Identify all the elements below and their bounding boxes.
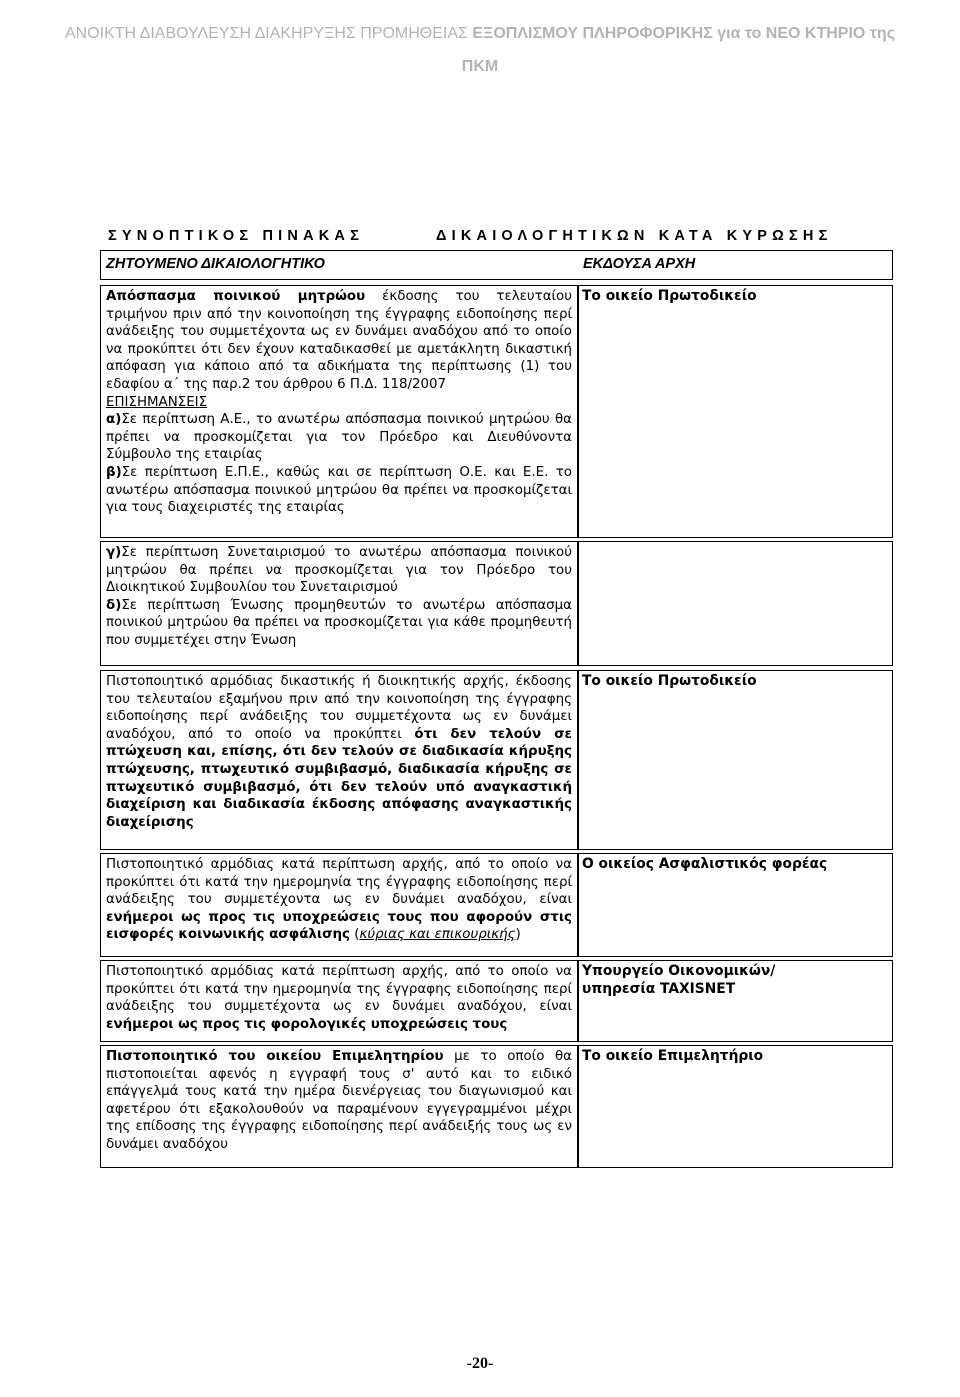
notes-heading: ΕΠΙΣΗΜΑΝΣΕΙΣ xyxy=(106,394,208,410)
tax-cell xyxy=(100,960,578,1042)
note-d-label: δ) xyxy=(106,597,122,613)
social-security-bold-text: ενήμεροι ως προς τις υποχρεώσεις τους που αφορούν στις εισφορές κοινωνικής ασφάλισης xyxy=(106,909,572,943)
note-a-text: Σε περίπτωση Α.Ε., το ανωτέρω απόσπασμα ποινικού μητρώου θα πρέπει να προσκομίζεται για τον Πρόεδρο και Διευθύνοντα Σύμβουλο της εταιρίας xyxy=(106,412,572,463)
criminal-record-authority: Το οικείο Πρωτοδικείο xyxy=(582,288,757,304)
bankruptcy-bold-text: ότι δεν τελούν σε πτώχευση και, επίσης, ότι δεν τελούν σε διαδικασία κήρυξης πτώχευσης, πτωχευτικό συμβιβασμό, διαδικασία κήρυξης σε πτωχευτικό συμβιβασμό, ότι δεν τελούν υπό αναγκαστική διαχείριση και διαδικασία έκδοσης απόφασης αναγκαστικής διαχείρισης xyxy=(106,726,572,830)
document-header xyxy=(0,25,960,43)
criminal-record-authority-cell xyxy=(578,285,893,309)
social-security-italic: κύριας και επικουρικής xyxy=(359,927,516,943)
chamber-authority: Το οικείο Επιμελητήριο xyxy=(582,1048,764,1064)
bankruptcy-authority: Το οικείο Πρωτοδικείο xyxy=(582,673,757,689)
tax-authority-cell xyxy=(578,960,893,1001)
column-header-row xyxy=(100,250,893,280)
document-header-line2: ΠΚΜ xyxy=(461,58,499,75)
note-c-label: γ) xyxy=(106,545,122,560)
header-line1-plain: ΑΝΟΙΚΤΗ ΔΙΑΒΟΥΛΕΥΣΗ ΔΙΑΚΗΡΥΞΗΣ ΠΡΟΜΗΘΕΙΑΣ xyxy=(64,25,473,42)
note-c-text: Σε περίπτωση Συνεταιρισμού το ανωτέρω απόσπασμα ποινικού μητρώου θα πρέπει να προσκομίζεται για τον Πρόεδρο του Διοικητικού Συμβουλίου του Συνεταιρισμού xyxy=(106,545,572,596)
chamber-text: με το οποίο θα πιστοποιείται αφενός η εγγραφή τους σ' αυτό και το ειδικό επάγγελμά τους κατά την ημέρα διενέργειας του διαγωνισμού και αφετέρου ότι εξακολουθούν να παραμένουν εγγεγραμμένοι μέχρι της επίδοσης της έγγραφης ειδοποίησης περί ανάδειξής τους ως εν δυνάμει αναδόχου xyxy=(106,1049,572,1152)
column-header-document: ΖΗΤΟΥΜΕΝΟ ΔΙΚΑΙΟΛΟΓΗΤΙΚΟ xyxy=(106,256,325,272)
tax-authority-line1: Υπουργείο Οικονομικών/ xyxy=(582,963,776,979)
criminal-record-title: Απόσπασμα ποινικού μητρώου xyxy=(106,289,366,304)
tax-authority-line2: υπηρεσία TAXISNET xyxy=(582,980,736,997)
note-b-label: β) xyxy=(106,464,122,480)
paren-close: ) xyxy=(515,927,521,943)
social-security-cell xyxy=(100,853,578,957)
note-d-text: Σε περίπτωση Ένωσης προμηθευτών το ανωτέρω απόσπασμα ποινικού μητρώου θα πρέπει να προσκομίζεται για κάθε προμηθευτή που συμμετέχει στην Ένωση xyxy=(106,597,572,648)
social-security-authority-cell xyxy=(578,853,893,877)
table-title-right: ΔΙΚΑΙΟΛΟΓΗΤΙΚΩΝ ΚΑΤΑ ΚΥΡΩΣΗΣ xyxy=(436,228,833,244)
social-security-text: Πιστοποιητικό αρμόδιας κατά περίπτωση αρχής, από το οποίο να προκύπτει ότι κατά την ημερομηνία της έγγραφης ειδοποίησης περί ανάδειξης του συμμετέχοντα ως εν δυνάμει αναδόχου, είναι xyxy=(106,857,572,908)
tax-text: Πιστοποιητικό αρμόδιας κατά περίπτωση αρχής, από το οποίο να προκύπτει ότι κατά την ημερομηνία της έγγραφης ειδοποίησης περί ανάδειξης του συμμετέχοντα ως εν δυνάμει αναδόχου, είναι xyxy=(106,964,572,1015)
criminal-record-cont-cell xyxy=(100,541,578,666)
bankruptcy-text: Πιστοποιητικό αρμόδιας δικαστικής ή διοικητικής αρχής, έκδοσης του τελευταίου εξαμήνου πριν από την κοινοποίηση της έγγραφης ειδοποίησης περί ανάδειξης του συμμετέχοντα ως εν δυνάμει αναδόχου, από το οποίο να προκύπτει xyxy=(106,674,572,742)
chamber-bold-text: Πιστοποιητικό του οικείου Επιμελητηρίου xyxy=(106,1049,444,1064)
paren-open: ( xyxy=(349,927,360,943)
criminal-record-cell xyxy=(100,285,578,538)
bankruptcy-authority-cell xyxy=(578,670,893,694)
table-row-criminal-record-cont-authority-cell xyxy=(578,541,893,666)
chamber-cell xyxy=(100,1045,578,1168)
note-a-label: α) xyxy=(106,412,122,428)
bankruptcy-cell xyxy=(100,670,578,850)
social-security-authority: Ο οικείος Ασφαλιστικός φορέας xyxy=(582,856,828,872)
table-row-criminal-record-authority-cell xyxy=(578,285,893,538)
tax-bold-text: ενήμεροι ως προς τις φορολογικές υποχρεώσεις τους xyxy=(106,1016,508,1032)
criminal-record-text: έκδοσης του τελευταίου τριμήνου πριν από την κοινοποίηση της έγγραφης ειδοποίησης περί ανάδειξης του συμμετέχοντα ως εν δυνάμει αναδόχου από το οποίο να προκύπτει ότι δεν έχουν καταδικασθεί με αμετάκλητη δικαστική απόφαση για κάποιο από τα αδικήματα της περίπτωσης (1) του εδαφίου α΄ της παρ.2 του άρθρου 6 Π.Δ. 118/2007 xyxy=(106,289,572,392)
header-line1-bold: ΕΞΟΠΛΙΣΜΟΥ ΠΛΗΡΟΦΟΡΙΚΗΣ για το ΝΕΟ ΚΤΗΡΙΟ της xyxy=(472,25,896,42)
note-b-text: Σε περίπτωση Ε.Π.Ε., καθώς και σε περίπτωση Ο.Ε. και Ε.Ε. το ανωτέρω απόσπασμα ποινικού μητρώου θα πρέπει να προσκομίζεται για τους διαχειριστές της εταιρίας xyxy=(106,464,572,516)
table-title-left: ΣΥΝΟΠΤΙΚΟΣ ΠΙΝΑΚΑΣ xyxy=(108,228,364,244)
table-row-bankruptcy-authority-cell xyxy=(578,670,893,850)
chamber-authority-cell xyxy=(578,1045,893,1069)
page-number: -20- xyxy=(466,1355,494,1372)
column-header-authority: ΕΚΔΟΥΣΑ ΑΡΧΗ xyxy=(583,256,696,272)
